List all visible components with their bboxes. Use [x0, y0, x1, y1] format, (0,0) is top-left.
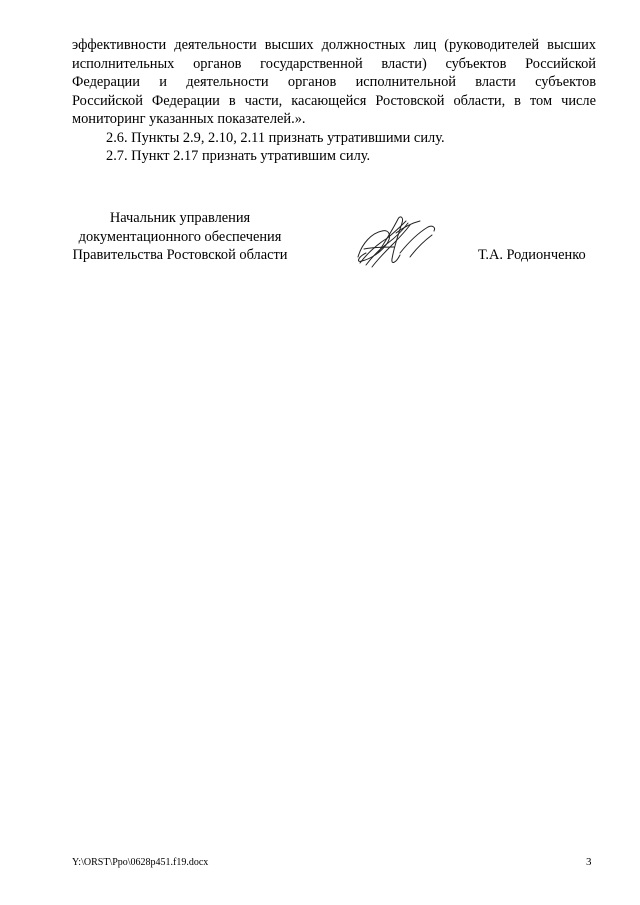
- paragraph-line: эффективности деятельности высших должностных лиц (руководителей высших: [72, 37, 596, 53]
- item-2-6: 2.6. Пункты 2.9, 2.10, 2.11 признать утратившими силу.: [106, 129, 445, 146]
- document-body: [72, 36, 596, 166]
- signer-name: Т.А. Родионченко: [478, 247, 586, 263]
- handwritten-signature-icon: [352, 213, 442, 275]
- paragraph-line: Российской Федерации в части, касающейся Ростовской области, в том числе: [72, 92, 596, 109]
- position-line: Правительства Ростовской области: [72, 247, 288, 263]
- paragraph-line: исполнительных органов государственной власти) субъектов Российской: [72, 55, 596, 72]
- paragraph-line: мониторинг указанных показателей.».: [72, 111, 306, 127]
- paragraph-line: Федерации и деятельности органов исполнительной власти субъектов: [72, 74, 596, 90]
- signer-position: [60, 209, 300, 265]
- position-line: документационного обеспечения: [78, 228, 282, 245]
- position-line: Начальник управления: [109, 210, 251, 226]
- file-path: Y:\ORST\Ppo\0628p451.f19.docx: [72, 857, 209, 868]
- page-number: 3: [586, 856, 592, 868]
- item-2-7: 2.7. Пункт 2.17 признать утратившим силу.: [106, 148, 371, 164]
